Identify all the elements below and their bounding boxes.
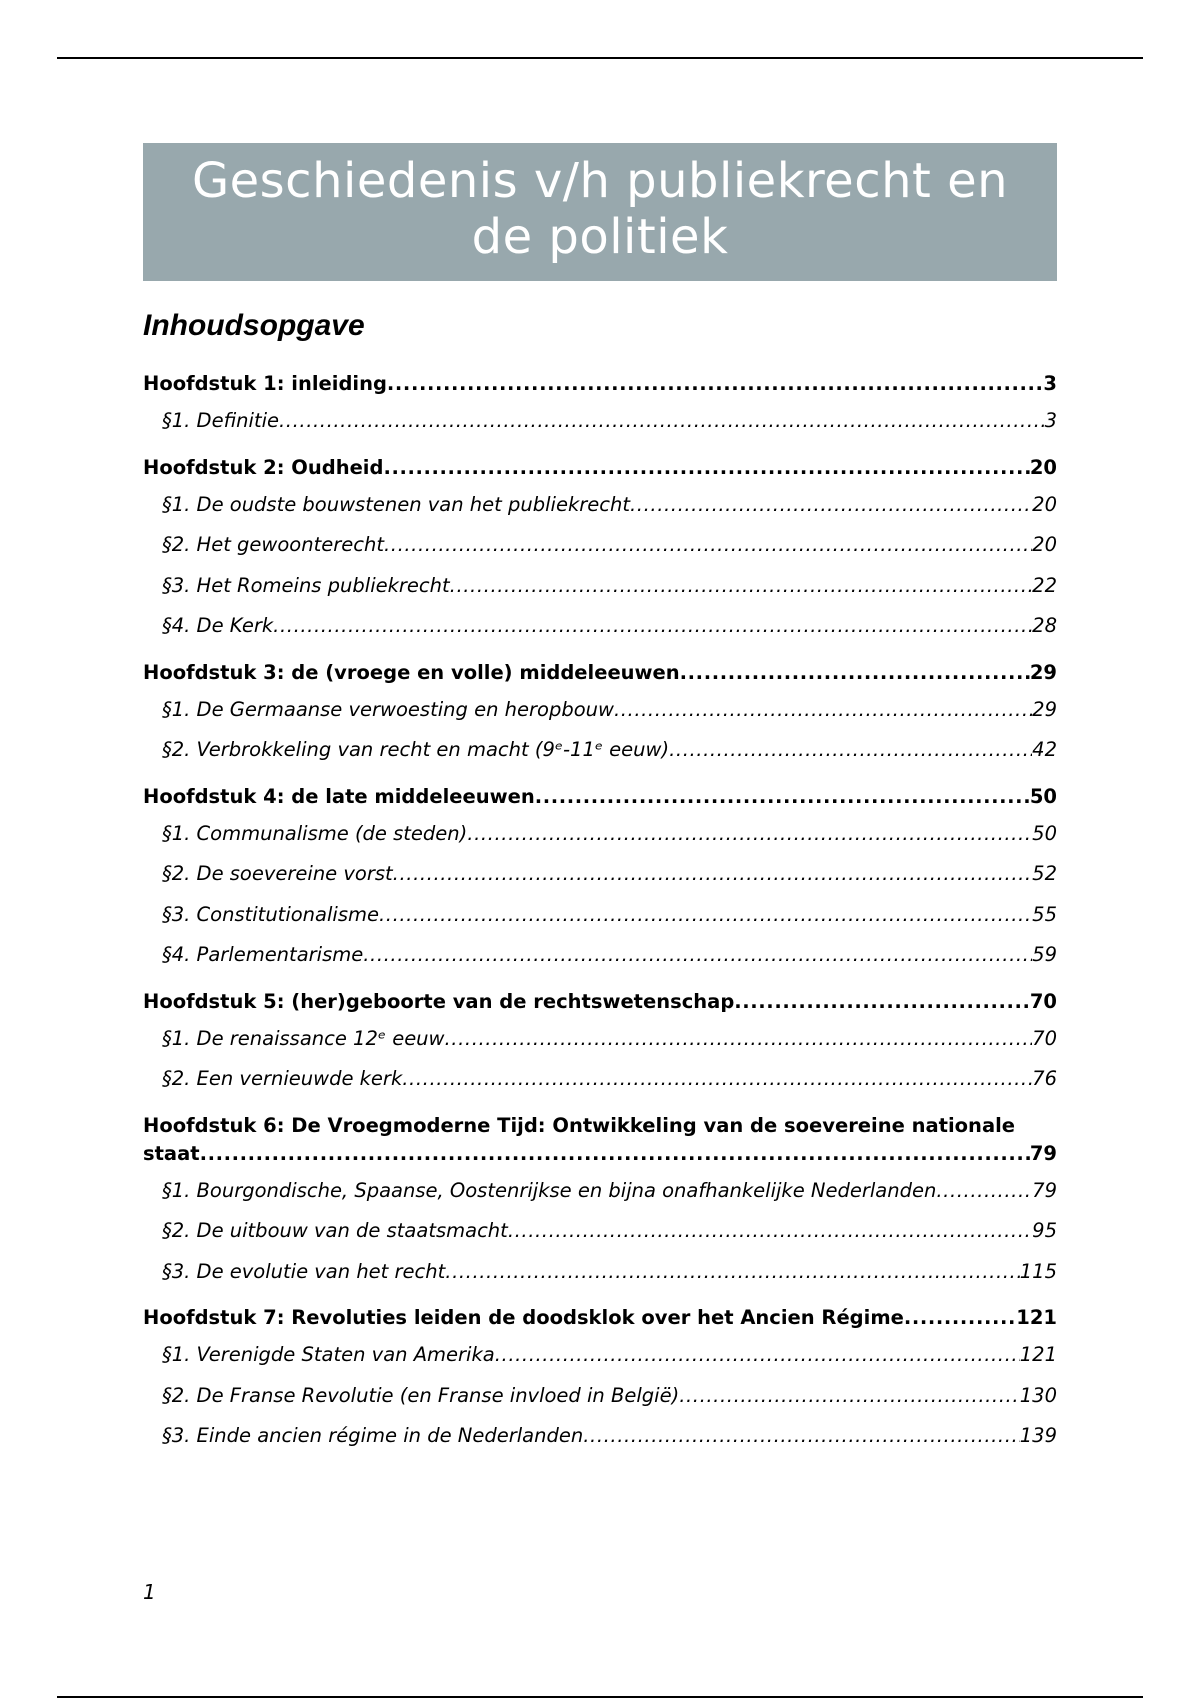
toc-page-number: 79 <box>1032 1178 1057 1202</box>
toc-leader-dots <box>508 1211 1032 1252</box>
toc-page-number: 20 <box>1032 492 1057 516</box>
toc-section-entry[interactable] <box>143 1376 1057 1417</box>
toc-chapter-entry[interactable] <box>143 659 1057 687</box>
toc-chapter-title: Hoofdstuk 7: Revoluties leiden de doodsklok over het Ancien Régime <box>143 1306 904 1329</box>
toc-leader-dots <box>467 814 1032 855</box>
toc-chapter-entry[interactable] <box>143 988 1057 1016</box>
toc-page-number: 29 <box>1029 660 1057 684</box>
toc-page-number: 22 <box>1032 573 1057 597</box>
toc-leader-dots <box>393 854 1033 895</box>
toc-section-entry[interactable] <box>143 401 1057 442</box>
toc-page-number: 76 <box>1032 1067 1057 1090</box>
document-title-line-2: de politiek <box>471 209 729 265</box>
toc-page-number: 70 <box>1029 989 1057 1013</box>
toc-page-number: 70 <box>1032 1026 1057 1050</box>
toc-section-title: §1. De oudste bouwstenen van het publiekrecht <box>162 492 630 516</box>
toc-chapter-entry[interactable] <box>143 1304 1057 1332</box>
toc-section-entry[interactable] <box>143 1019 1057 1060</box>
toc-leader-dots <box>363 935 1032 976</box>
toc-page-number: 28 <box>1032 614 1057 637</box>
toc-heading: Inhoudsopgave <box>143 309 365 342</box>
toc-chapter-entry[interactable] <box>143 1140 1057 1168</box>
toc-leader-dots <box>734 988 1030 1016</box>
toc-section-title: §1. De renaissance 12ᵉ eeuw <box>162 1026 445 1050</box>
toc-page-number: 20 <box>1029 455 1057 479</box>
toc-leader-dots <box>445 1252 1020 1293</box>
toc-section-entry[interactable] <box>143 935 1057 976</box>
toc-leader-dots <box>402 1059 1032 1100</box>
toc-section-entry[interactable] <box>143 485 1057 526</box>
toc-leader-dots <box>936 1171 1032 1212</box>
toc-section-title: §3. Het Romeins publiekrecht <box>162 573 450 597</box>
toc-chapter-entry[interactable] <box>143 370 1057 398</box>
toc-leader-dots <box>583 1416 1020 1457</box>
toc-chapter-title: Hoofdstuk 4: de late middeleeuwen <box>143 784 535 808</box>
toc-section-title: §3. De evolutie van het recht <box>162 1259 446 1283</box>
toc-leader-dots <box>614 690 1032 731</box>
toc-section-title: §2. Het gewoonterecht <box>162 533 384 556</box>
toc-chapter-entry[interactable] <box>143 454 1057 482</box>
toc-section-title: §1. Verenigde Staten van Amerika <box>162 1343 495 1366</box>
header-rule <box>57 57 1143 59</box>
toc-section-entry[interactable] <box>143 1171 1057 1212</box>
toc-section-title: §2. De Franse Revolutie (en Franse invloed in België) <box>162 1383 680 1407</box>
toc-chapter-1 <box>143 370 1057 442</box>
toc-section-entry[interactable] <box>143 1059 1057 1100</box>
document-title-banner <box>143 143 1057 281</box>
footer-rule <box>57 1696 1143 1698</box>
toc-page-number: 42 <box>1032 738 1057 761</box>
page-number: 1 <box>143 1580 156 1604</box>
document-title-line-1: Geschiedenis v/h publiekrecht en <box>191 153 1009 209</box>
toc-page-number: 29 <box>1032 697 1057 721</box>
toc-section-entry[interactable] <box>143 854 1057 895</box>
toc-page-number: 52 <box>1032 862 1057 885</box>
toc-page-number: 55 <box>1032 902 1057 926</box>
toc-page-number: 121 <box>1019 1343 1057 1366</box>
toc-section-entry[interactable] <box>143 730 1057 771</box>
toc-leader-dots <box>445 1019 1033 1060</box>
toc-page-number: 3 <box>1044 409 1057 432</box>
toc-page-number: 95 <box>1032 1219 1057 1242</box>
toc-page-number: 59 <box>1032 943 1057 966</box>
toc-section-title: §4. De Kerk <box>162 614 274 637</box>
toc-chapter-title-line-1[interactable]: Hoofdstuk 6: De Vroegmoderne Tijd: Ontwikkeling van de soevereine nationale <box>143 1113 1016 1137</box>
toc-leader-dots <box>273 606 1032 647</box>
toc-section-title: §1. Bourgondische, Spaanse, Oostenrijkse en bijna onafhankelijke Nederlanden <box>162 1178 937 1202</box>
toc-leader-dots <box>450 566 1033 607</box>
toc-page-number: 79 <box>1029 1141 1057 1165</box>
toc-leader-dots <box>384 525 1032 566</box>
toc-chapter-6 <box>143 1112 1057 1293</box>
toc-page-number: 130 <box>1019 1383 1057 1407</box>
toc-chapter-5 <box>143 988 1057 1100</box>
toc-page-number: 50 <box>1029 784 1057 808</box>
table-of-contents <box>143 370 1057 1469</box>
toc-leader-dots <box>630 485 1032 526</box>
toc-chapter-2 <box>143 454 1057 647</box>
toc-chapter-title-line-2: staat <box>143 1141 200 1165</box>
toc-chapter-title: Hoofdstuk 3: de (vroege en volle) middeleeuwen <box>143 660 680 684</box>
toc-leader-dots <box>379 895 1032 936</box>
toc-chapter-entry[interactable] <box>143 783 1057 811</box>
toc-page-number: 121 <box>1016 1306 1057 1329</box>
toc-page-number: 115 <box>1019 1259 1057 1283</box>
toc-leader-dots <box>279 401 1045 442</box>
toc-section-entry[interactable] <box>143 814 1057 855</box>
toc-section-entry[interactable] <box>143 1335 1057 1376</box>
toc-section-entry[interactable] <box>143 1211 1057 1252</box>
toc-section-title: §2. De uitbouw van de staatsmacht <box>162 1219 508 1242</box>
toc-section-title: §3. Constitutionalisme <box>162 902 379 926</box>
toc-chapter-7 <box>143 1304 1057 1457</box>
toc-page-number: 3 <box>1043 372 1057 395</box>
toc-chapter-3 <box>143 659 1057 771</box>
toc-leader-dots <box>387 370 1044 398</box>
toc-leader-dots <box>680 659 1030 687</box>
toc-section-entry[interactable] <box>143 895 1057 936</box>
toc-page-number: 50 <box>1032 821 1057 845</box>
toc-leader-dots <box>383 454 1029 482</box>
toc-leader-dots <box>535 783 1030 811</box>
toc-section-entry[interactable] <box>143 1416 1057 1457</box>
toc-section-entry[interactable] <box>143 606 1057 647</box>
toc-leader-dots <box>495 1335 1020 1376</box>
toc-leader-dots <box>669 730 1032 771</box>
toc-section-title: §2. Een vernieuwde kerk <box>162 1067 403 1090</box>
toc-chapter-title: Hoofdstuk 1: inleiding <box>143 372 387 395</box>
toc-section-title: §3. Einde ancien régime in de Nederlanden <box>162 1424 584 1447</box>
toc-page-number: 20 <box>1032 533 1057 556</box>
toc-section-title: §2. De soevereine vorst <box>162 862 393 885</box>
toc-section-title: §2. Verbrokkeling van recht en macht (9ᵉ-11ᵉ eeuw) <box>162 738 670 761</box>
toc-section-title: §1. De Germaanse verwoesting en heropbouw <box>162 697 614 721</box>
toc-page-number: 139 <box>1019 1424 1057 1447</box>
toc-section-title: §1. Definitie <box>162 409 279 432</box>
toc-chapter-title: Hoofdstuk 2: Oudheid <box>143 455 384 479</box>
toc-chapter-title: Hoofdstuk 5: (her)geboorte van de rechtswetenschap <box>143 989 735 1013</box>
toc-section-title: §1. Communalisme (de steden) <box>162 821 468 845</box>
toc-section-title: §4. Parlementarisme <box>162 943 364 966</box>
toc-leader-dots <box>200 1140 1030 1168</box>
toc-section-entry[interactable] <box>143 566 1057 607</box>
toc-section-entry[interactable] <box>143 1252 1057 1293</box>
toc-section-entry[interactable] <box>143 690 1057 731</box>
toc-leader-dots <box>904 1304 1016 1332</box>
toc-chapter-4 <box>143 783 1057 976</box>
toc-leader-dots <box>679 1376 1020 1417</box>
toc-section-entry[interactable] <box>143 525 1057 566</box>
